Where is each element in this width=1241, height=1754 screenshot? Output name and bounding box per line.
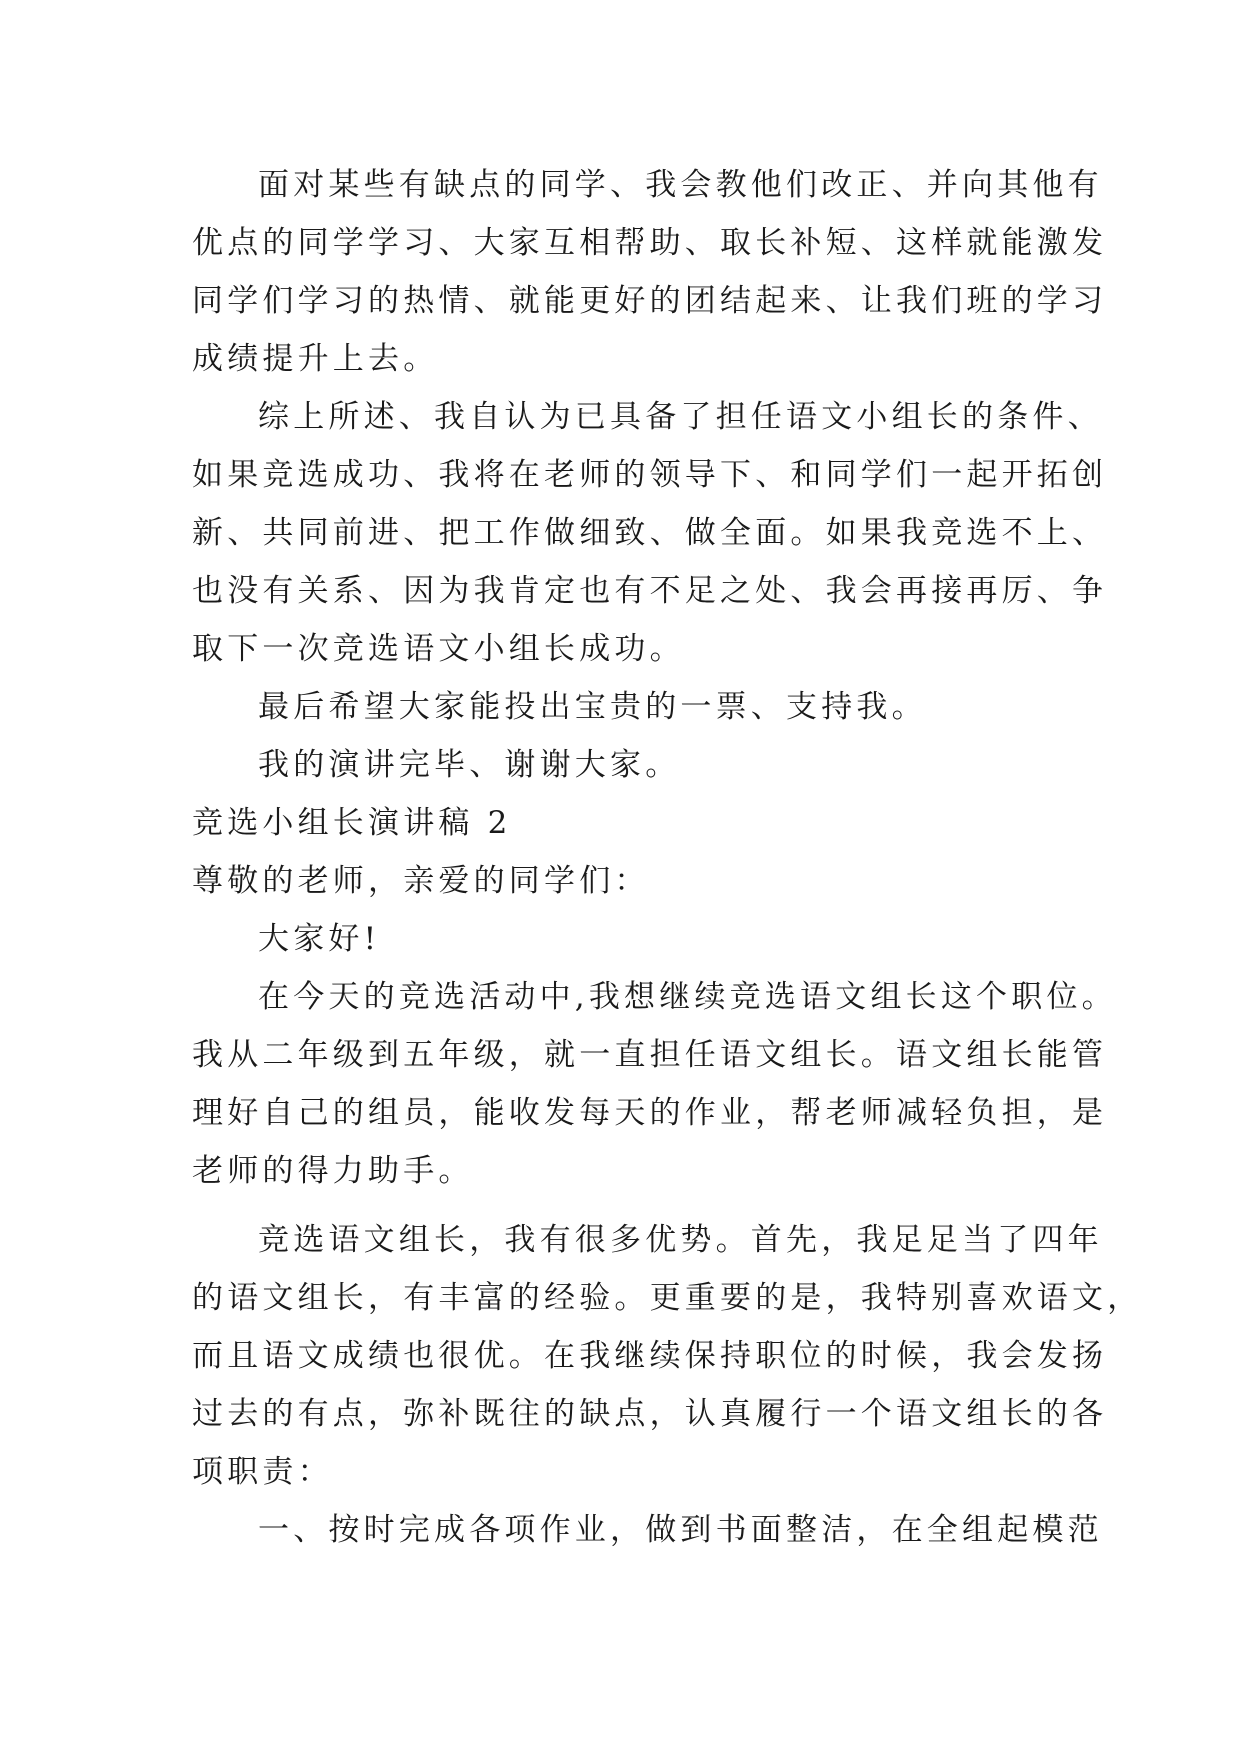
text-line: 项职责： xyxy=(192,1454,333,1490)
greeting: 大家好! xyxy=(258,921,381,957)
text-line: 在今天的竞选活动中,我想继续竞选语文组长这个职位。 xyxy=(258,979,1117,1015)
text-line: 老师的得力助手。 xyxy=(192,1153,474,1189)
text-line: 而且语文成绩也很优。在我继续保持职位的时候，我会发扬 xyxy=(192,1338,1108,1374)
section-heading: 竞选小组长演讲稿 2 xyxy=(192,805,512,841)
text-line: 综上所述、我自认为已具备了担任语文小组长的条件、 xyxy=(258,399,1103,435)
text-line: 过去的有点，弥补既往的缺点，认真履行一个语文组长的各 xyxy=(192,1396,1108,1432)
salutation: 尊敬的老师，亲爱的同学们： xyxy=(192,863,650,899)
text-line: 新、共同前进、把工作做细致、做全面。如果我竞选不上、 xyxy=(192,515,1108,551)
text-line: 也没有关系、因为我肯定也有不足之处、我会再接再厉、争 xyxy=(192,573,1108,609)
text-line: 最后希望大家能投出宝贵的一票、支持我。 xyxy=(258,689,927,725)
text-line: 如果竞选成功、我将在老师的领导下、和同学们一起开拓创 xyxy=(192,457,1108,493)
text-line: 优点的同学学习、大家互相帮助、取长补短、这样就能激发 xyxy=(192,225,1108,261)
text-line: 同学们学习的热情、就能更好的团结起来、让我们班的学习 xyxy=(192,283,1108,319)
text-line: 我的演讲完毕、谢谢大家。 xyxy=(258,747,681,783)
text-line: 的语文组长，有丰富的经验。更重要的是，我特别喜欢语文， xyxy=(192,1280,1143,1316)
text-line: 成绩提升上去。 xyxy=(192,341,439,377)
text-line: 竞选语文组长，我有很多优势。首先，我足足当了四年 xyxy=(258,1222,1103,1258)
text-line: 取下一次竞选语文小组长成功。 xyxy=(192,631,685,667)
text-line: 我从二年级到五年级，就一直担任语文组长。语文组长能管 xyxy=(192,1037,1108,1073)
text-line: 面对某些有缺点的同学、我会教他们改正、并向其他有 xyxy=(258,167,1103,203)
text-line: 理好自己的组员，能收发每天的作业，帮老师减轻负担，是 xyxy=(192,1095,1108,1131)
text-line: 一、按时完成各项作业，做到书面整洁，在全组起模范 xyxy=(258,1512,1103,1548)
